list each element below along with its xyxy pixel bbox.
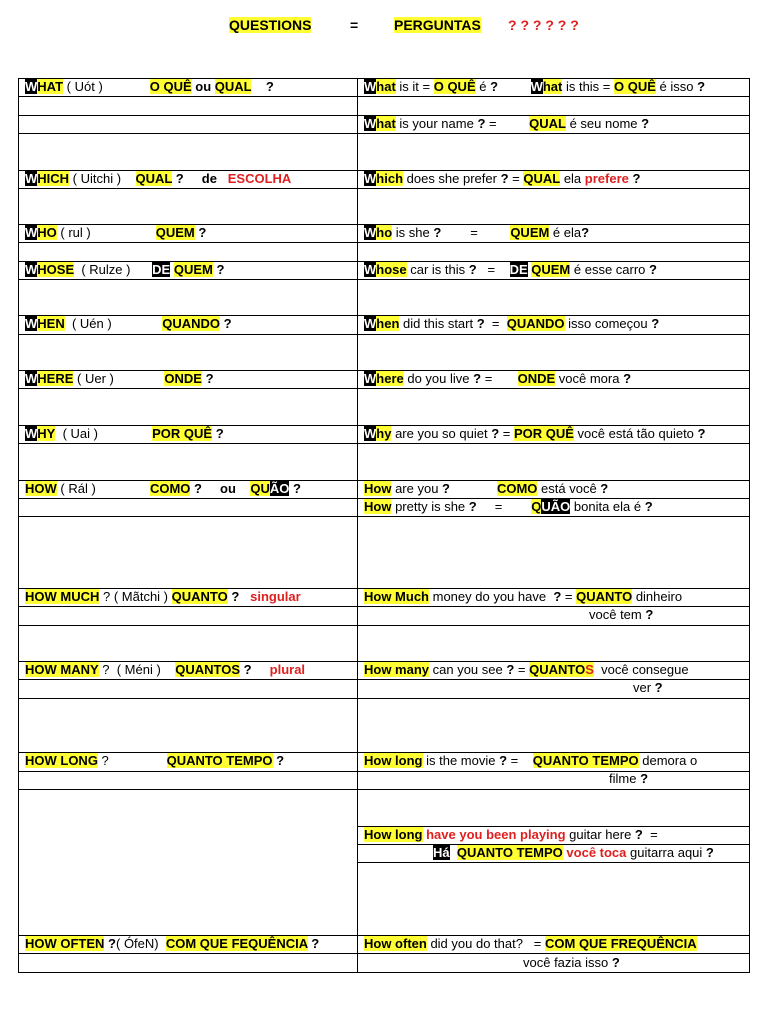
- text-segment: W: [364, 79, 377, 94]
- text-segment: [498, 79, 531, 94]
- cell-what-en: [25, 79, 274, 95]
- text-segment: ONDE: [517, 371, 556, 386]
- text-segment: COMO: [149, 481, 191, 496]
- text-segment: W: [364, 316, 377, 331]
- text-segment: é isso: [655, 79, 698, 94]
- row-line: [18, 953, 750, 954]
- text-segment: ?: [289, 481, 301, 496]
- row-line: [18, 188, 750, 189]
- text-segment: demora o: [638, 753, 698, 768]
- text-segment: ?: [651, 316, 660, 331]
- text-segment: Há: [433, 845, 450, 860]
- text-segment: have you been playing: [422, 827, 566, 842]
- text-segment: ?: [212, 426, 224, 441]
- text-segment: ?: [491, 426, 500, 441]
- text-segment: ?: [220, 316, 232, 331]
- text-segment: ?: [649, 262, 657, 277]
- text-segment: W: [530, 79, 543, 94]
- text-segment: HY: [37, 426, 56, 441]
- cell-howlong-example-2-cont: [433, 845, 714, 861]
- text-segment: ?: [476, 316, 485, 331]
- text-segment: is she: [392, 225, 434, 240]
- text-segment: HOW: [25, 481, 57, 496]
- text-segment: ?: [611, 955, 620, 970]
- text-segment: =: [485, 116, 530, 131]
- text-segment: ( rul ): [56, 225, 156, 240]
- text-segment: How long: [364, 753, 423, 768]
- text-segment: ?: [600, 481, 609, 496]
- header-equals: =: [350, 17, 359, 33]
- text-segment: pretty is she: [391, 499, 469, 514]
- text-segment: How long: [364, 827, 423, 842]
- text-segment: HOW OFTEN: [25, 936, 105, 951]
- text-segment: ?: [553, 589, 562, 604]
- text-segment: COM QUE FEQUÊNCIA: [165, 936, 308, 951]
- text-segment: é ela: [549, 225, 582, 240]
- text-segment: QUANTO TEMPO: [456, 845, 563, 860]
- text-segment: COMO: [496, 481, 538, 496]
- cell-howlong-example-2: [364, 827, 658, 843]
- text-segment: QUANDO: [162, 316, 221, 331]
- text-segment: How often: [364, 936, 427, 951]
- text-segment: ?: [628, 171, 641, 186]
- header-questions: QUESTIONS: [229, 17, 312, 33]
- text-segment: [236, 481, 250, 496]
- text-segment: de: [201, 171, 217, 186]
- text-segment: W: [25, 225, 38, 240]
- text-segment: você tem: [589, 607, 646, 622]
- row-line: [18, 388, 750, 389]
- text-segment: guitar here: [565, 827, 635, 842]
- text-segment: ?: [705, 845, 714, 860]
- row-line: [18, 334, 750, 335]
- cell-which-example: [364, 171, 640, 187]
- text-segment: filme: [609, 771, 641, 786]
- text-segment: plural: [269, 662, 306, 677]
- text-segment: ?: [442, 481, 450, 496]
- text-segment: W: [364, 371, 377, 386]
- text-segment: ?: [506, 662, 515, 677]
- text-segment: W: [25, 316, 38, 331]
- text-segment: ( Uót ): [63, 79, 103, 94]
- text-segment: =: [441, 225, 511, 240]
- cell-howmany-en: [25, 662, 305, 678]
- page-header: [0, 17, 768, 37]
- cell-howoften-example-cont: [523, 955, 620, 971]
- text-segment: ?: [227, 589, 251, 604]
- text-segment: ?: [645, 607, 654, 622]
- row-line: [18, 133, 750, 134]
- text-segment: ho: [376, 225, 393, 240]
- text-segment: QUANTO: [576, 589, 633, 604]
- text-segment: [450, 481, 497, 496]
- cell-whose-example: [364, 262, 657, 278]
- row-line: [18, 625, 750, 626]
- cell-which-en: [25, 171, 291, 187]
- text-segment: do you live: [403, 371, 474, 386]
- text-segment: HERE: [37, 371, 74, 386]
- text-segment: hen: [376, 316, 400, 331]
- text-segment: HOW MANY: [25, 662, 99, 677]
- text-segment: W: [25, 371, 38, 386]
- text-segment: DE: [509, 262, 528, 277]
- text-segment: is your name: [395, 116, 478, 131]
- text-segment: POR QUÊ: [152, 426, 213, 441]
- text-segment: você toca: [566, 845, 627, 860]
- cell-howlong-example-cont: [609, 771, 648, 787]
- cell-why-example: [364, 426, 705, 442]
- text-segment: QUANTO: [529, 662, 586, 677]
- text-segment: ?: [499, 753, 508, 768]
- text-segment: hat: [376, 116, 396, 131]
- row-line: [18, 789, 750, 790]
- text-segment: How Much: [364, 589, 429, 604]
- row-line: [18, 443, 750, 444]
- cell-howlong-example: [364, 753, 697, 769]
- text-segment: W: [25, 262, 38, 277]
- text-segment: W: [25, 79, 38, 94]
- text-segment: are you so quiet: [391, 426, 492, 441]
- text-segment: ?: [190, 481, 221, 496]
- text-segment: bonita ela é: [570, 499, 645, 514]
- cell-how-example: [364, 481, 608, 497]
- text-segment: ?: [251, 79, 274, 94]
- text-segment: ( Uai ): [55, 426, 153, 441]
- text-segment: ?: [581, 225, 590, 240]
- cell-howmuch-en: [25, 589, 301, 605]
- text-segment: S: [585, 662, 594, 677]
- text-segment: QUANTO: [171, 589, 228, 604]
- text-segment: ou: [220, 481, 236, 496]
- text-segment: é seu nome: [565, 116, 642, 131]
- text-segment: hy: [376, 426, 392, 441]
- text-segment: ?: [473, 371, 482, 386]
- text-segment: ?: [697, 426, 706, 441]
- text-segment: HICH: [37, 171, 70, 186]
- text-segment: COM QUE FREQUÊNCIA: [545, 936, 697, 951]
- cell-howoften-example: [364, 936, 697, 952]
- text-segment: DE: [152, 262, 171, 277]
- text-segment: prefere: [584, 171, 629, 186]
- text-segment: here: [376, 371, 404, 386]
- text-segment: QUEM: [155, 225, 195, 240]
- cell-howmuch-example-cont: [589, 607, 653, 623]
- text-segment: QUAL: [523, 171, 561, 186]
- text-segment: ?: [201, 371, 214, 386]
- text-segment: =: [507, 753, 533, 768]
- text-segment: ?: [477, 116, 486, 131]
- cell-whose-en: [25, 262, 224, 278]
- row-line: [18, 279, 750, 280]
- text-segment: =: [484, 316, 507, 331]
- cell-when-example: [364, 316, 659, 332]
- text-segment: UÃO: [541, 499, 571, 514]
- text-segment: HOW LONG: [25, 753, 98, 768]
- text-segment: QUAL: [529, 116, 566, 131]
- text-segment: HEN: [37, 316, 65, 331]
- cell-how-en: [25, 481, 301, 497]
- text-segment: ?: [272, 753, 285, 768]
- text-segment: ( Rulze ): [74, 262, 153, 277]
- text-segment: é: [475, 79, 491, 94]
- text-segment: =: [481, 371, 518, 386]
- text-segment: guitarra aqui: [626, 845, 706, 860]
- text-segment: ?: [490, 79, 499, 94]
- text-segment: ( Uén ): [64, 316, 163, 331]
- text-segment: hose: [376, 262, 407, 277]
- text-segment: W: [25, 426, 38, 441]
- text-segment: dinheiro: [632, 589, 683, 604]
- text-segment: QUANTOS: [175, 662, 241, 677]
- text-segment: =: [514, 662, 530, 677]
- text-segment: QUAL: [135, 171, 173, 186]
- text-segment: hat: [376, 79, 396, 94]
- cell-howmany-example-cont: [633, 680, 663, 696]
- text-segment: ela: [560, 171, 585, 186]
- row-line: [357, 862, 750, 863]
- cell-where-example: [364, 371, 631, 387]
- row-line: [18, 698, 750, 699]
- text-segment: can you see: [429, 662, 507, 677]
- header-perguntas: PERGUNTAS: [394, 17, 481, 33]
- text-segment: =: [476, 499, 532, 514]
- text-segment: [217, 171, 228, 186]
- cell-howlong-en: [25, 753, 284, 769]
- text-segment: did this start: [399, 316, 477, 331]
- text-segment: does she prefer: [403, 171, 501, 186]
- row-line: [18, 96, 750, 97]
- text-segment: ?: [654, 680, 663, 695]
- cell-what-example-2: [364, 116, 649, 132]
- text-segment: HOW MUCH: [25, 589, 100, 604]
- text-segment: hat: [542, 79, 563, 94]
- text-segment: ?: [307, 936, 320, 951]
- text-segment: car is this: [406, 262, 469, 277]
- text-segment: ÃO: [269, 481, 290, 496]
- cell-why-en: [25, 426, 224, 442]
- text-segment: W: [364, 116, 377, 131]
- text-segment: QUEM: [531, 262, 571, 277]
- text-segment: você está tão quieto: [573, 426, 698, 441]
- text-segment: is it =: [395, 79, 434, 94]
- text-segment: singular: [250, 589, 301, 604]
- text-segment: ?: [634, 827, 643, 842]
- cell-who-en: [25, 225, 206, 241]
- text-segment: are you: [391, 481, 443, 496]
- text-segment: QU: [250, 481, 270, 496]
- text-segment: O QUÊ: [614, 79, 656, 94]
- text-segment: ?: [500, 171, 509, 186]
- cell-who-example: [364, 225, 589, 241]
- text-segment: ou: [191, 79, 215, 94]
- text-segment: Q: [531, 499, 542, 514]
- text-segment: ( Rál ): [56, 481, 150, 496]
- text-segment: está você: [537, 481, 601, 496]
- row-line: [18, 242, 750, 243]
- text-segment: HOSE: [37, 262, 75, 277]
- text-segment: W: [364, 426, 377, 441]
- text-segment: é esse carro: [570, 262, 650, 277]
- text-segment: QUANDO: [506, 316, 565, 331]
- text-segment: ESCOLHA: [227, 171, 292, 186]
- text-segment: is this =: [562, 79, 615, 94]
- text-segment: W: [364, 225, 377, 240]
- cell-where-en: [25, 371, 214, 387]
- cell-howmuch-example: [364, 589, 682, 605]
- text-segment: QUANTO TEMPO: [532, 753, 639, 768]
- column-divider: [357, 78, 358, 973]
- text-segment: ?: [104, 936, 116, 951]
- text-segment: QUANTO TEMPO: [166, 753, 273, 768]
- text-segment: did you do that? =: [426, 936, 545, 951]
- text-segment: W: [25, 171, 38, 186]
- text-segment: isso começou: [564, 316, 652, 331]
- text-segment: W: [364, 262, 377, 277]
- text-segment: ONDE: [164, 371, 202, 386]
- text-segment: ?: [240, 662, 270, 677]
- text-segment: =: [642, 827, 658, 842]
- text-segment: ?: [640, 771, 649, 786]
- row-line: [18, 516, 750, 517]
- text-segment: =: [476, 262, 510, 277]
- text-segment: O QUÊ: [433, 79, 476, 94]
- text-segment: ?: [468, 499, 477, 514]
- text-segment: ( Uer ): [73, 371, 165, 386]
- cell-howmany-example: [364, 662, 689, 678]
- text-segment: [450, 845, 457, 860]
- text-segment: [103, 79, 150, 94]
- text-segment: =: [499, 426, 514, 441]
- cell-how-example-2: [364, 499, 653, 515]
- text-segment: ?: [172, 171, 202, 186]
- text-segment: ?: [644, 499, 653, 514]
- text-segment: ? ( Mãtchi ): [99, 589, 172, 604]
- text-segment: ? ( Méni ): [98, 662, 176, 677]
- text-segment: W: [364, 171, 377, 186]
- text-segment: você fazia isso: [523, 955, 612, 970]
- text-segment: =: [508, 171, 524, 186]
- text-segment: O QUÊ: [149, 79, 192, 94]
- text-segment: você consegue: [593, 662, 689, 677]
- text-segment: QUAL: [214, 79, 252, 94]
- text-segment: ( ÓfeN): [116, 936, 166, 951]
- cell-when-en: [25, 316, 232, 332]
- text-segment: HAT: [37, 79, 64, 94]
- text-segment: How many: [364, 662, 430, 677]
- header-question-marks: ? ? ? ? ? ?: [508, 17, 579, 33]
- text-segment: ?: [212, 262, 225, 277]
- text-segment: hich: [376, 171, 404, 186]
- text-segment: is the movie: [422, 753, 500, 768]
- text-segment: QUEM: [510, 225, 550, 240]
- text-segment: =: [561, 589, 577, 604]
- text-segment: money do you have: [429, 589, 554, 604]
- text-segment: HO: [37, 225, 57, 240]
- text-segment: ver: [633, 680, 655, 695]
- cell-howoften-en: [25, 936, 319, 952]
- text-segment: ( Uitchi ): [69, 171, 136, 186]
- text-segment: QUEM: [173, 262, 213, 277]
- text-segment: ?: [194, 225, 207, 240]
- text-segment: ?: [697, 79, 706, 94]
- text-segment: How: [364, 499, 392, 514]
- text-segment: você mora: [555, 371, 624, 386]
- text-segment: ?: [97, 753, 167, 768]
- text-segment: ?: [623, 371, 632, 386]
- text-segment: ?: [433, 225, 442, 240]
- text-segment: POR QUÊ: [513, 426, 574, 441]
- text-segment: ?: [641, 116, 650, 131]
- text-segment: How: [364, 481, 392, 496]
- text-segment: ?: [468, 262, 477, 277]
- cell-what-example: [364, 79, 705, 95]
